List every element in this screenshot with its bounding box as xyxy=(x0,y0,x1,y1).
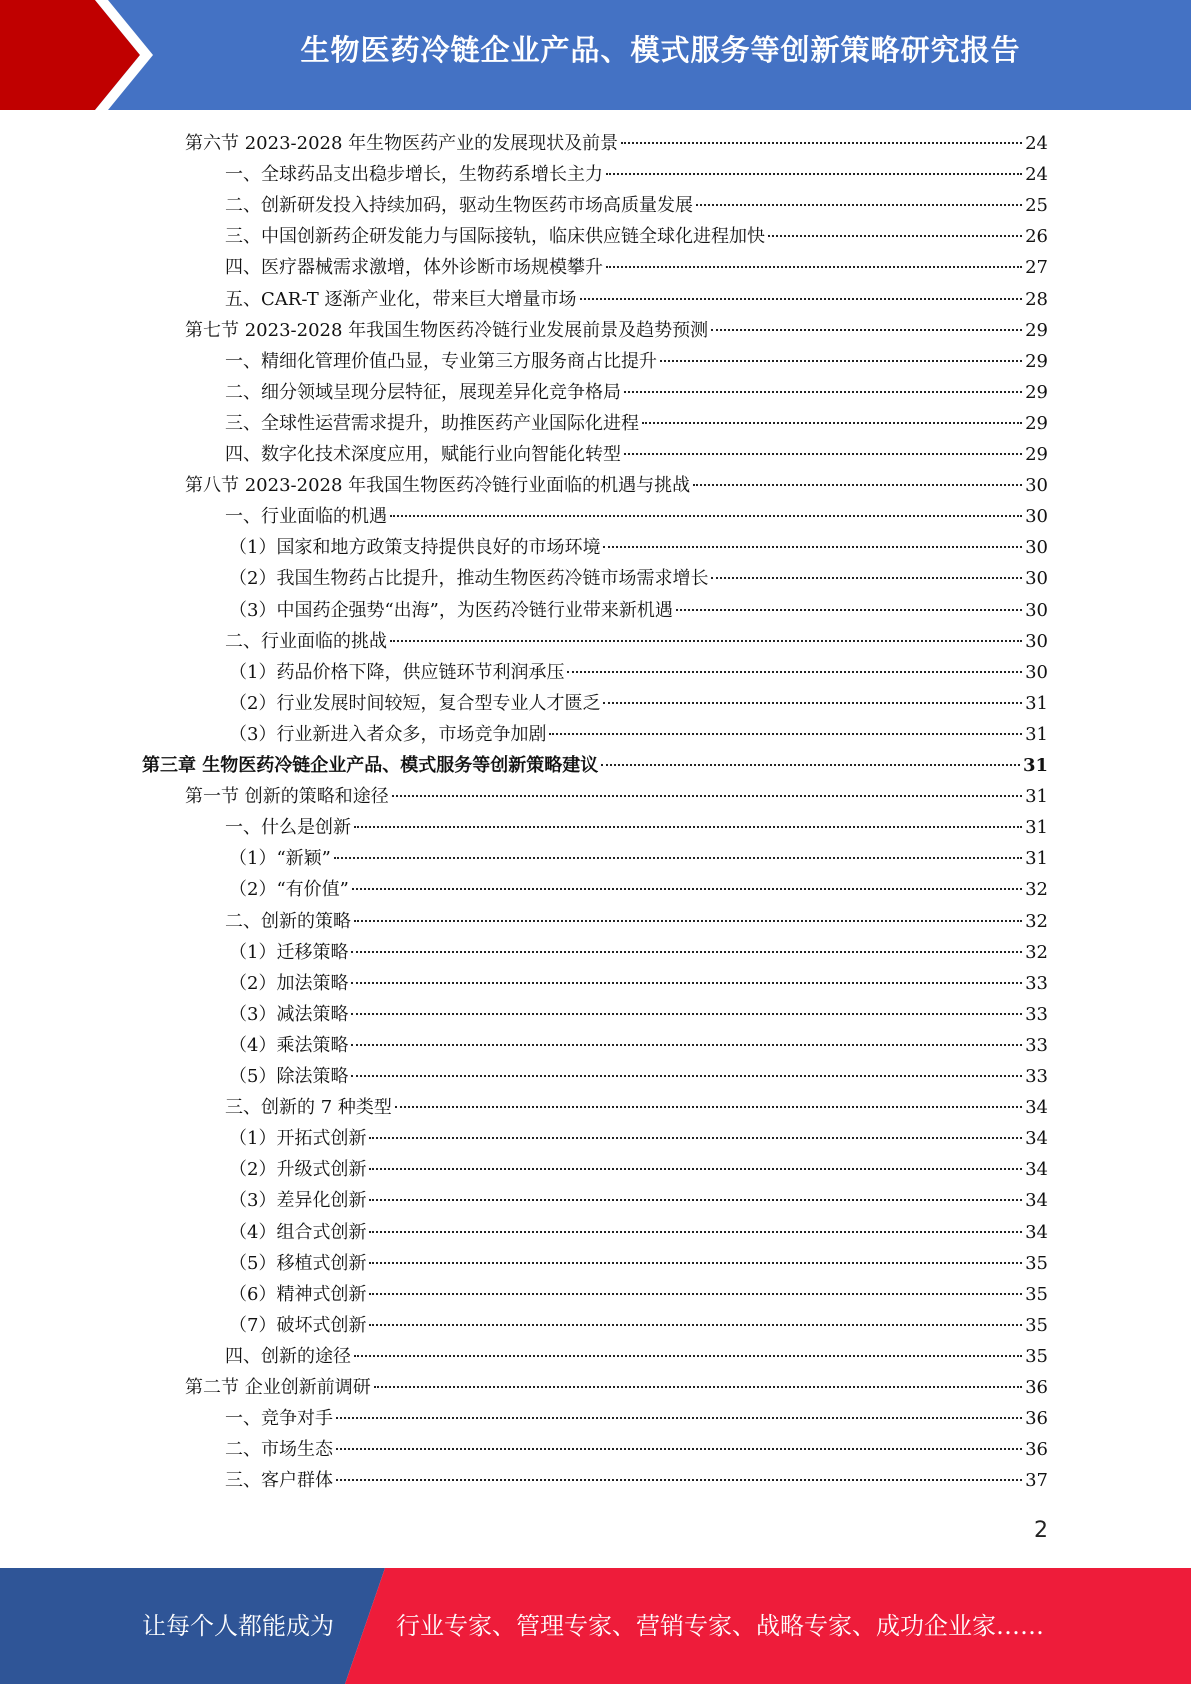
header-arrow-icon xyxy=(0,0,160,110)
toc-entry[interactable] xyxy=(185,1372,1048,1403)
toc-dot-leader xyxy=(642,422,1022,424)
toc-entry[interactable] xyxy=(225,284,1048,315)
toc-entry-page: 34 xyxy=(1025,1159,1048,1181)
toc-entry-page: 30 xyxy=(1025,568,1048,590)
toc-dot-leader xyxy=(369,1324,1022,1326)
toc-entry-page: 32 xyxy=(1025,910,1048,932)
toc-entry[interactable] xyxy=(225,1341,1048,1372)
toc-entry[interactable] xyxy=(229,968,1048,999)
toc-entry-title: （5）移植式创新 xyxy=(229,1252,367,1274)
toc-entry-page: 36 xyxy=(1025,1408,1048,1430)
toc-entry-page: 34 xyxy=(1025,1190,1048,1212)
toc-entry-page: 24 xyxy=(1025,164,1048,186)
toc-entry-title: （1）开拓式创新 xyxy=(229,1128,367,1150)
toc-dot-leader xyxy=(351,1075,1022,1077)
toc-entry[interactable] xyxy=(225,1434,1048,1465)
toc-entry[interactable] xyxy=(225,159,1048,190)
toc-entry[interactable] xyxy=(229,532,1048,563)
toc-dot-leader xyxy=(390,515,1022,517)
toc-entry[interactable] xyxy=(229,1185,1048,1216)
toc-entry-page: 36 xyxy=(1025,1377,1048,1398)
toc-entry-title: 二、细分领域呈现分层特征，展现差异化竞争格局 xyxy=(225,381,621,403)
toc-entry[interactable] xyxy=(225,377,1048,408)
toc-dot-leader xyxy=(354,920,1022,922)
toc-entry-page: 30 xyxy=(1025,506,1048,528)
toc-entry-title: （1）“新颖” xyxy=(229,848,331,870)
toc-entry-title: 一、什么是创新 xyxy=(225,817,351,839)
toc-dot-leader xyxy=(369,1231,1022,1233)
toc-entry[interactable] xyxy=(229,563,1048,594)
toc-dot-leader xyxy=(603,702,1022,704)
toc-entry-title: （3）差异化创新 xyxy=(229,1190,367,1212)
toc-entry[interactable] xyxy=(229,1248,1048,1279)
toc-dot-leader xyxy=(336,1479,1022,1481)
toc-entry-title: 第六节 2023-2028 年生物医药产业的发展现状及前景 xyxy=(185,133,619,154)
toc-entry-title: 二、创新研发投入持续加码，驱动生物医药市场高质量发展 xyxy=(225,195,693,217)
toc-dot-leader xyxy=(351,1044,1022,1046)
footer-slogan-left: 让每个人都能成为 xyxy=(142,1612,334,1640)
toc-entry[interactable] xyxy=(229,1123,1048,1154)
toc-entry-page: 34 xyxy=(1025,1097,1048,1119)
toc-entry-page: 32 xyxy=(1025,941,1048,963)
toc-entry-title: 三、创新的 7 种类型 xyxy=(225,1097,392,1119)
toc-dot-leader xyxy=(351,1013,1022,1015)
toc-entry-page: 24 xyxy=(1025,133,1048,154)
toc-entry-page: 32 xyxy=(1025,879,1048,901)
toc-dot-leader xyxy=(660,360,1022,362)
toc-entry-title: （1）迁移策略 xyxy=(229,941,349,963)
toc-dot-leader xyxy=(621,142,1022,144)
toc-entry-title: （4）乘法策略 xyxy=(229,1034,349,1056)
toc-entry-page: 27 xyxy=(1025,257,1048,279)
toc-entry-title: （1）药品价格下降，供应链环节利润承压 xyxy=(229,661,565,683)
toc-dot-leader xyxy=(354,826,1022,828)
toc-entry[interactable] xyxy=(185,315,1048,346)
toc-dot-leader xyxy=(696,204,1022,206)
toc-dot-leader xyxy=(580,298,1023,300)
toc-entry[interactable] xyxy=(229,657,1048,688)
toc-entry-page: 31 xyxy=(1025,786,1048,808)
toc-dot-leader xyxy=(374,1386,1022,1388)
toc-entry-page: 35 xyxy=(1025,1283,1048,1305)
toc-dot-leader xyxy=(369,1199,1022,1201)
toc-dot-leader xyxy=(336,1448,1022,1450)
toc-entry[interactable] xyxy=(225,1403,1048,1434)
toc-entry-page: 36 xyxy=(1025,1439,1048,1461)
toc-entry-page: 37 xyxy=(1025,1470,1048,1492)
toc-entry-page: 30 xyxy=(1025,537,1048,559)
toc-entry[interactable] xyxy=(225,626,1048,657)
toc-entry-title: （4）组合式创新 xyxy=(229,1221,367,1243)
toc-entry-title: 一、竞争对手 xyxy=(225,1408,333,1430)
toc-entry[interactable] xyxy=(229,1154,1048,1185)
toc-dot-leader xyxy=(676,609,1022,611)
toc-entry[interactable] xyxy=(225,346,1048,377)
toc-dot-leader xyxy=(392,795,1022,797)
toc-entry[interactable] xyxy=(225,501,1048,532)
toc-entry-title: 五、CAR-T 逐渐产业化，带来巨大增量市场 xyxy=(225,288,577,310)
toc-entry[interactable] xyxy=(225,408,1048,439)
toc-dot-leader xyxy=(369,1262,1022,1264)
toc-entry-title: （2）我国生物药占比提升，推动生物医药冷链市场需求增长 xyxy=(229,568,709,590)
toc-entry-title: 四、医疗器械需求激增，体外诊断市场规模攀升 xyxy=(225,257,603,279)
toc-dot-leader xyxy=(624,453,1022,455)
toc-entry[interactable] xyxy=(225,1092,1048,1123)
toc-entry-title: 三、客户群体 xyxy=(225,1470,333,1492)
toc-entry[interactable] xyxy=(185,781,1048,812)
toc-dot-leader xyxy=(693,484,1022,486)
toc-entry-title: （6）精神式创新 xyxy=(229,1283,367,1305)
toc-entry-title: （5）除法策略 xyxy=(229,1066,349,1087)
toc-entry[interactable] xyxy=(229,843,1048,874)
toc-entry-page: 30 xyxy=(1025,630,1048,652)
toc-entry-page: 35 xyxy=(1025,1314,1048,1336)
toc-entry-title: （2）行业发展时间较短，复合型专业人才匮乏 xyxy=(229,692,601,714)
toc-entry-title: 第二节 企业创新前调研 xyxy=(185,1377,371,1398)
toc-entry-page: 33 xyxy=(1025,972,1048,994)
toc-dot-leader xyxy=(351,982,1022,984)
toc-entry-title: （1）国家和地方政策支持提供良好的市场环境 xyxy=(229,537,601,559)
toc-entry[interactable] xyxy=(225,252,1048,283)
toc-dot-leader xyxy=(351,951,1022,953)
toc-entry[interactable] xyxy=(229,1030,1048,1061)
toc-entry-page: 25 xyxy=(1025,195,1048,217)
toc-dot-leader xyxy=(606,266,1022,268)
toc-entry[interactable] xyxy=(225,812,1048,843)
toc-entry-page: 34 xyxy=(1025,1221,1048,1243)
toc-entry-page: 26 xyxy=(1025,226,1048,248)
toc-entry-title: 三、中国创新药企研发能力与国际接轨，临床供应链全球化进程加快 xyxy=(225,226,765,248)
toc-entry[interactable] xyxy=(229,1061,1048,1092)
toc-entry[interactable] xyxy=(229,1279,1048,1310)
toc-dot-leader xyxy=(603,546,1022,548)
toc-entry-page: 31 xyxy=(1025,692,1048,714)
toc-dot-leader xyxy=(624,391,1022,393)
toc-entry-title: 第七节 2023-2028 年我国生物医药冷链行业发展前景及趋势预测 xyxy=(185,319,709,341)
toc-entry-page: 29 xyxy=(1025,350,1048,372)
toc-entry-page: 31 xyxy=(1022,755,1048,776)
toc-dot-leader xyxy=(606,173,1022,175)
toc-entry[interactable] xyxy=(229,719,1048,750)
toc-entry-page: 30 xyxy=(1025,599,1048,621)
toc-entry-title: 一、全球药品支出稳步增长，生物药系增长主力 xyxy=(225,164,603,186)
toc-entry-title: （3）行业新进入者众多，市场竞争加剧 xyxy=(229,723,547,745)
toc-entry-page: 29 xyxy=(1025,412,1048,434)
page-number: 2 xyxy=(1034,1518,1048,1543)
toc-entry[interactable] xyxy=(229,999,1048,1030)
toc-entry-page: 33 xyxy=(1025,1003,1048,1025)
toc-entry[interactable] xyxy=(229,595,1048,626)
toc-entry-page: 31 xyxy=(1025,848,1048,870)
toc-dot-leader xyxy=(549,733,1022,735)
toc-dot-leader xyxy=(352,888,1022,890)
toc-entry-title: （2）加法策略 xyxy=(229,972,349,994)
toc-entry-title: 二、行业面临的挑战 xyxy=(225,630,387,652)
toc-entry[interactable] xyxy=(185,470,1048,501)
toc-entry-title: 二、创新的策略 xyxy=(225,910,351,932)
toc-dot-leader xyxy=(354,1355,1022,1357)
toc-entry-title: 第一节 创新的策略和途径 xyxy=(185,786,389,808)
toc-dot-leader xyxy=(601,764,1020,766)
page-footer xyxy=(0,1568,1191,1684)
toc-dot-leader xyxy=(369,1293,1022,1295)
toc-entry[interactable] xyxy=(229,1310,1048,1341)
toc-entry-title: （3）中国药企强势“出海”，为医药冷链行业带来新机遇 xyxy=(229,599,673,621)
toc-entry-title: 一、行业面临的机遇 xyxy=(225,506,387,528)
toc-dot-leader xyxy=(390,640,1022,642)
toc-entry-page: 29 xyxy=(1025,381,1048,403)
footer-slogan-right: 行业专家、管理专家、营销专家、战略专家、成功企业家…… xyxy=(396,1612,1044,1640)
toc-entry-page: 31 xyxy=(1025,817,1048,839)
toc-entry[interactable] xyxy=(229,874,1048,905)
page-header xyxy=(0,0,1191,110)
toc-entry[interactable] xyxy=(225,439,1048,470)
toc-dot-leader xyxy=(711,329,1022,331)
toc-entry[interactable] xyxy=(225,190,1048,221)
toc-dot-leader xyxy=(395,1106,1022,1108)
toc-entry-page: 33 xyxy=(1025,1066,1048,1087)
toc-entry-page: 35 xyxy=(1025,1252,1048,1274)
toc-entry-title: 二、市场生态 xyxy=(225,1439,333,1461)
toc-entry-title: （2）升级式创新 xyxy=(229,1159,367,1181)
toc-entry-title: 四、数字化技术深度应用，赋能行业向智能化转型 xyxy=(225,444,621,465)
toc-entry-title: 第八节 2023-2028 年我国生物医药冷链行业面临的机遇与挑战 xyxy=(185,475,691,497)
toc-entry-page: 29 xyxy=(1025,444,1048,465)
toc-dot-leader xyxy=(768,235,1022,237)
toc-entry[interactable] xyxy=(229,1217,1048,1248)
toc-dot-leader xyxy=(369,1168,1022,1170)
toc-entry[interactable] xyxy=(142,750,1048,781)
toc-entry-title: 一、精细化管理价值凸显，专业第三方服务商占比提升 xyxy=(225,350,657,372)
toc-entry-page: 31 xyxy=(1025,723,1048,745)
toc-entry-title: 四、创新的途径 xyxy=(225,1345,351,1367)
toc-entry-page: 29 xyxy=(1025,319,1048,341)
toc-entry-title: 第三章 生物医药冷链企业产品、模式服务等创新策略建议 xyxy=(142,755,599,776)
toc-entry-page: 30 xyxy=(1025,475,1048,497)
toc-entry-title: （2）“有价值” xyxy=(229,879,349,901)
toc-entry[interactable] xyxy=(225,906,1048,937)
toc-entry-page: 28 xyxy=(1025,288,1048,310)
toc-entry-page: 35 xyxy=(1025,1345,1048,1367)
toc-dot-leader xyxy=(336,1417,1022,1419)
toc-dot-leader xyxy=(567,671,1022,673)
toc-entry[interactable] xyxy=(225,1465,1048,1496)
toc-entry[interactable] xyxy=(185,128,1048,159)
report-title: 生物医药冷链企业产品、模式服务等创新策略研究报告 xyxy=(300,33,1021,67)
toc-entry[interactable] xyxy=(225,221,1048,252)
toc-entry-page: 30 xyxy=(1025,661,1048,683)
toc-entry-page: 34 xyxy=(1025,1128,1048,1150)
toc-entry-title: （7）破坏式创新 xyxy=(229,1314,367,1336)
toc-dot-leader xyxy=(711,577,1022,579)
toc-entry[interactable] xyxy=(229,688,1048,719)
toc-entry-page: 33 xyxy=(1025,1034,1048,1056)
toc-dot-leader xyxy=(369,1137,1022,1139)
toc-entry-title: 三、全球性运营需求提升，助推医药产业国际化进程 xyxy=(225,412,639,434)
toc-entry-title: （3）减法策略 xyxy=(229,1003,349,1025)
toc-entry[interactable] xyxy=(229,937,1048,968)
toc-dot-leader xyxy=(334,857,1022,859)
